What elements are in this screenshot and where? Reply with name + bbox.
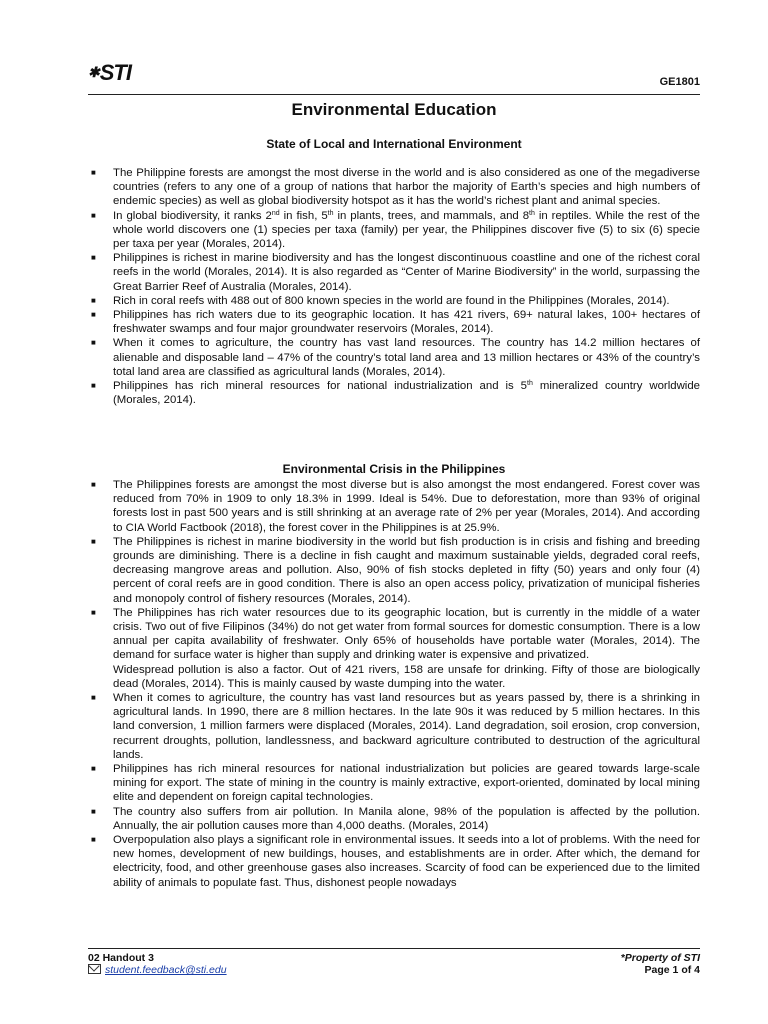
- sti-logo: [88, 60, 131, 86]
- star-icon: ✱: [88, 64, 99, 80]
- list-item: ■ Philippines has rich waters due to its geographic location. It has 421 rivers, 69+ natural lakes, 100+ hectares of freshwater swamps and four major groundwater reservoirs (Morales, 2014).: [91, 309, 700, 336]
- list-item: ■ Rich in coral reefs with 488 out of 800 known species in the world are found in the Philippines (Morales, 2014).: [91, 294, 670, 307]
- mail-icon: [88, 964, 101, 974]
- bullet-icon: ■: [91, 381, 96, 391]
- list-item: ■ In global biodiversity, it ranks 2nd in fish, 5th in plants, trees, and mammals, and 8th in reptiles. While the rest of the whole world discovers one (1) species per taxa (family) per year, the Philippines discover five (5) to six (6) specie per taxa per year (Morales, 2014).: [91, 209, 700, 251]
- section-heading-state: State of Local and International Environment: [266, 137, 522, 151]
- handout-label: 02 Handout 3: [88, 952, 154, 964]
- section-heading-crisis: Environmental Crisis in the Philippines: [282, 462, 506, 476]
- bullet-icon: ■: [91, 693, 96, 703]
- list-item: ■ Philippines has rich mineral resources for national industrialization and is 5th mineralized country worldwide (Morales, 2014).: [91, 380, 700, 407]
- feedback-email-row: [88, 964, 227, 976]
- list-item: ■ When it comes to agriculture, the country has vast land resources but as years passed by, there is a shrinking in agricultural lands. In 1990, there are 8 million hectares. In the late 90s it was reduced by 5 million hectares. In this land conversion, 1 million farmers were displaced (Morales, 2014). Land degradation, soil erosion, crop conversion, recurrent droughts, pollution, landlessness, and backward agriculture contributed to destruction of the agricultural lands.: [91, 692, 700, 761]
- list-item: ■ Philippines has rich mineral resources for national industrialization but policies are geared towards large-scale mining for export. The state of mining in the country is mainly extractive, export-oriented, dominated by local mining elite and dependent on foreign capital technologies.: [91, 763, 700, 804]
- state-list: [88, 166, 700, 407]
- bullet-icon: ■: [91, 338, 96, 348]
- list-item: ■ The Philippines has rich water resources due to its geographic location, but is currently in the middle of a water crisis. Two out of five Filipinos (34%) do not get water from formal sources for domestic consumption. There is a low annual per capita availability of freshwater. Only 65% of households have portable water (Morales, 2014). The demand for surface water is higher than supply and drinking water is expensive and privatized. Widespread pollution is also a factor. Out of 421 rivers, 158 are unsafe for drinking. Fifty of those are biologically dead (Morales, 2014). This is mainly caused by waste dumping into the water.: [91, 606, 700, 690]
- header-rule: [88, 94, 700, 95]
- document-code: GE1801: [659, 76, 700, 88]
- bullet-icon: ■: [91, 295, 96, 305]
- bullet-icon: ■: [91, 536, 96, 546]
- bullet-icon: ■: [91, 210, 96, 220]
- water-pollution-note: Widespread pollution is also a factor. Out of 421 rivers, 158 are unsafe for drinking. Fifty of those are biologically dead (Morales, 2014). This is mainly caused by waste dumping into the water.: [113, 663, 700, 690]
- list-item: ■ The Philippines forests are amongst the most diverse but is also amongst the most endangered. Forest cover was reduced from 70% in 1909 to only 18.3% in 1999. Ideal is 54%. Due to deforestation, more than 93% of original forests lost in past 500 years and is still shrinking at an average rate of 2% per year (Morales, 2014). And according to CIA World Factbook (2018), the forest cover in the Philippines is at 25.9%.: [91, 479, 700, 534]
- list-item: ■ The Philippine forests are amongst the most diverse in the world and is also considered as one of the megadiverse countries (refers to any one of a group of nations that harbor the majority of Earth’s species and high numbers of endemic species) as well as global biodiversity hotspot as it has the world’s richest plant and animal species.: [91, 167, 700, 208]
- list-item: ■ The country also suffers from air pollution. In Manila alone, 98% of the population is affected by the pollution. Annually, the air pollution causes more than 4,000 deaths. (Morales, 2014): [91, 805, 700, 832]
- property-label: *Property of STI: [620, 952, 700, 964]
- list-item: ■ When it comes to agriculture, the country has vast land resources. The country has 14.2 million hectares of alienable and disposable land – 47% of the country’s total land area and 13 million hectares or 43% of the country’s total land area are classified as agricultural lands (Morales, 2014).: [91, 337, 700, 378]
- page-title: Environmental Education: [291, 100, 497, 119]
- bullet-icon: ■: [91, 835, 96, 845]
- bullet-icon: ■: [91, 310, 96, 320]
- list-item: ■ Philippines is richest in marine biodiversity and has the longest discontinuous coastline and one of the richest coral reefs in the world (Morales, 2014). It is also regarded as “Center of Marine Biodiversity” in the world, surpassing the Great Barrier Reef of Australia (Morales, 2014).: [91, 252, 700, 293]
- bullet-icon: ■: [91, 607, 96, 617]
- bullet-icon: ■: [91, 480, 96, 489]
- page-header: [88, 58, 700, 94]
- logo-text: STI: [99, 60, 131, 85]
- bullet-icon: ■: [91, 168, 96, 177]
- list-item: ■ Overpopulation also plays a significant role in environmental issues. It seeds into a lot of problems. With the need for new homes, development of new buildings, houses, and establishments are in order. After which, the demand for electricity, food, and other greenhouse gases also increases. Scarcity of food can be experienced due to the limited ability of animals to populate fast. Thus, dishonest people nowadays: [91, 834, 700, 889]
- bullet-icon: ■: [91, 253, 96, 263]
- bullet-icon: ■: [91, 806, 96, 816]
- list-item: ■ The Philippines is richest in marine biodiversity in the world but fish production is in crisis and fishing and breeding grounds are diminishing. There is a decline in fish caught and maximum sustainable yields, degraded coral reefs, decreasing mangrove areas and pollution. Also, 90% of fish stocks depleted in fifty (50) years and only four (4) percent of coral reefs are in good condition. There is also an open access policy, privatization of municipal fisheries and monopoly control of fishery resources (Morales, 2014).: [91, 535, 700, 605]
- bullet-icon: ■: [91, 764, 96, 774]
- crisis-list: [88, 478, 700, 890]
- feedback-email-link[interactable]: student.feedback@sti.edu: [105, 964, 227, 976]
- footer-rule: [88, 948, 700, 949]
- footer-left: [88, 952, 227, 976]
- footer-right: [621, 952, 700, 976]
- page-number: Page 1 of 4: [644, 964, 700, 976]
